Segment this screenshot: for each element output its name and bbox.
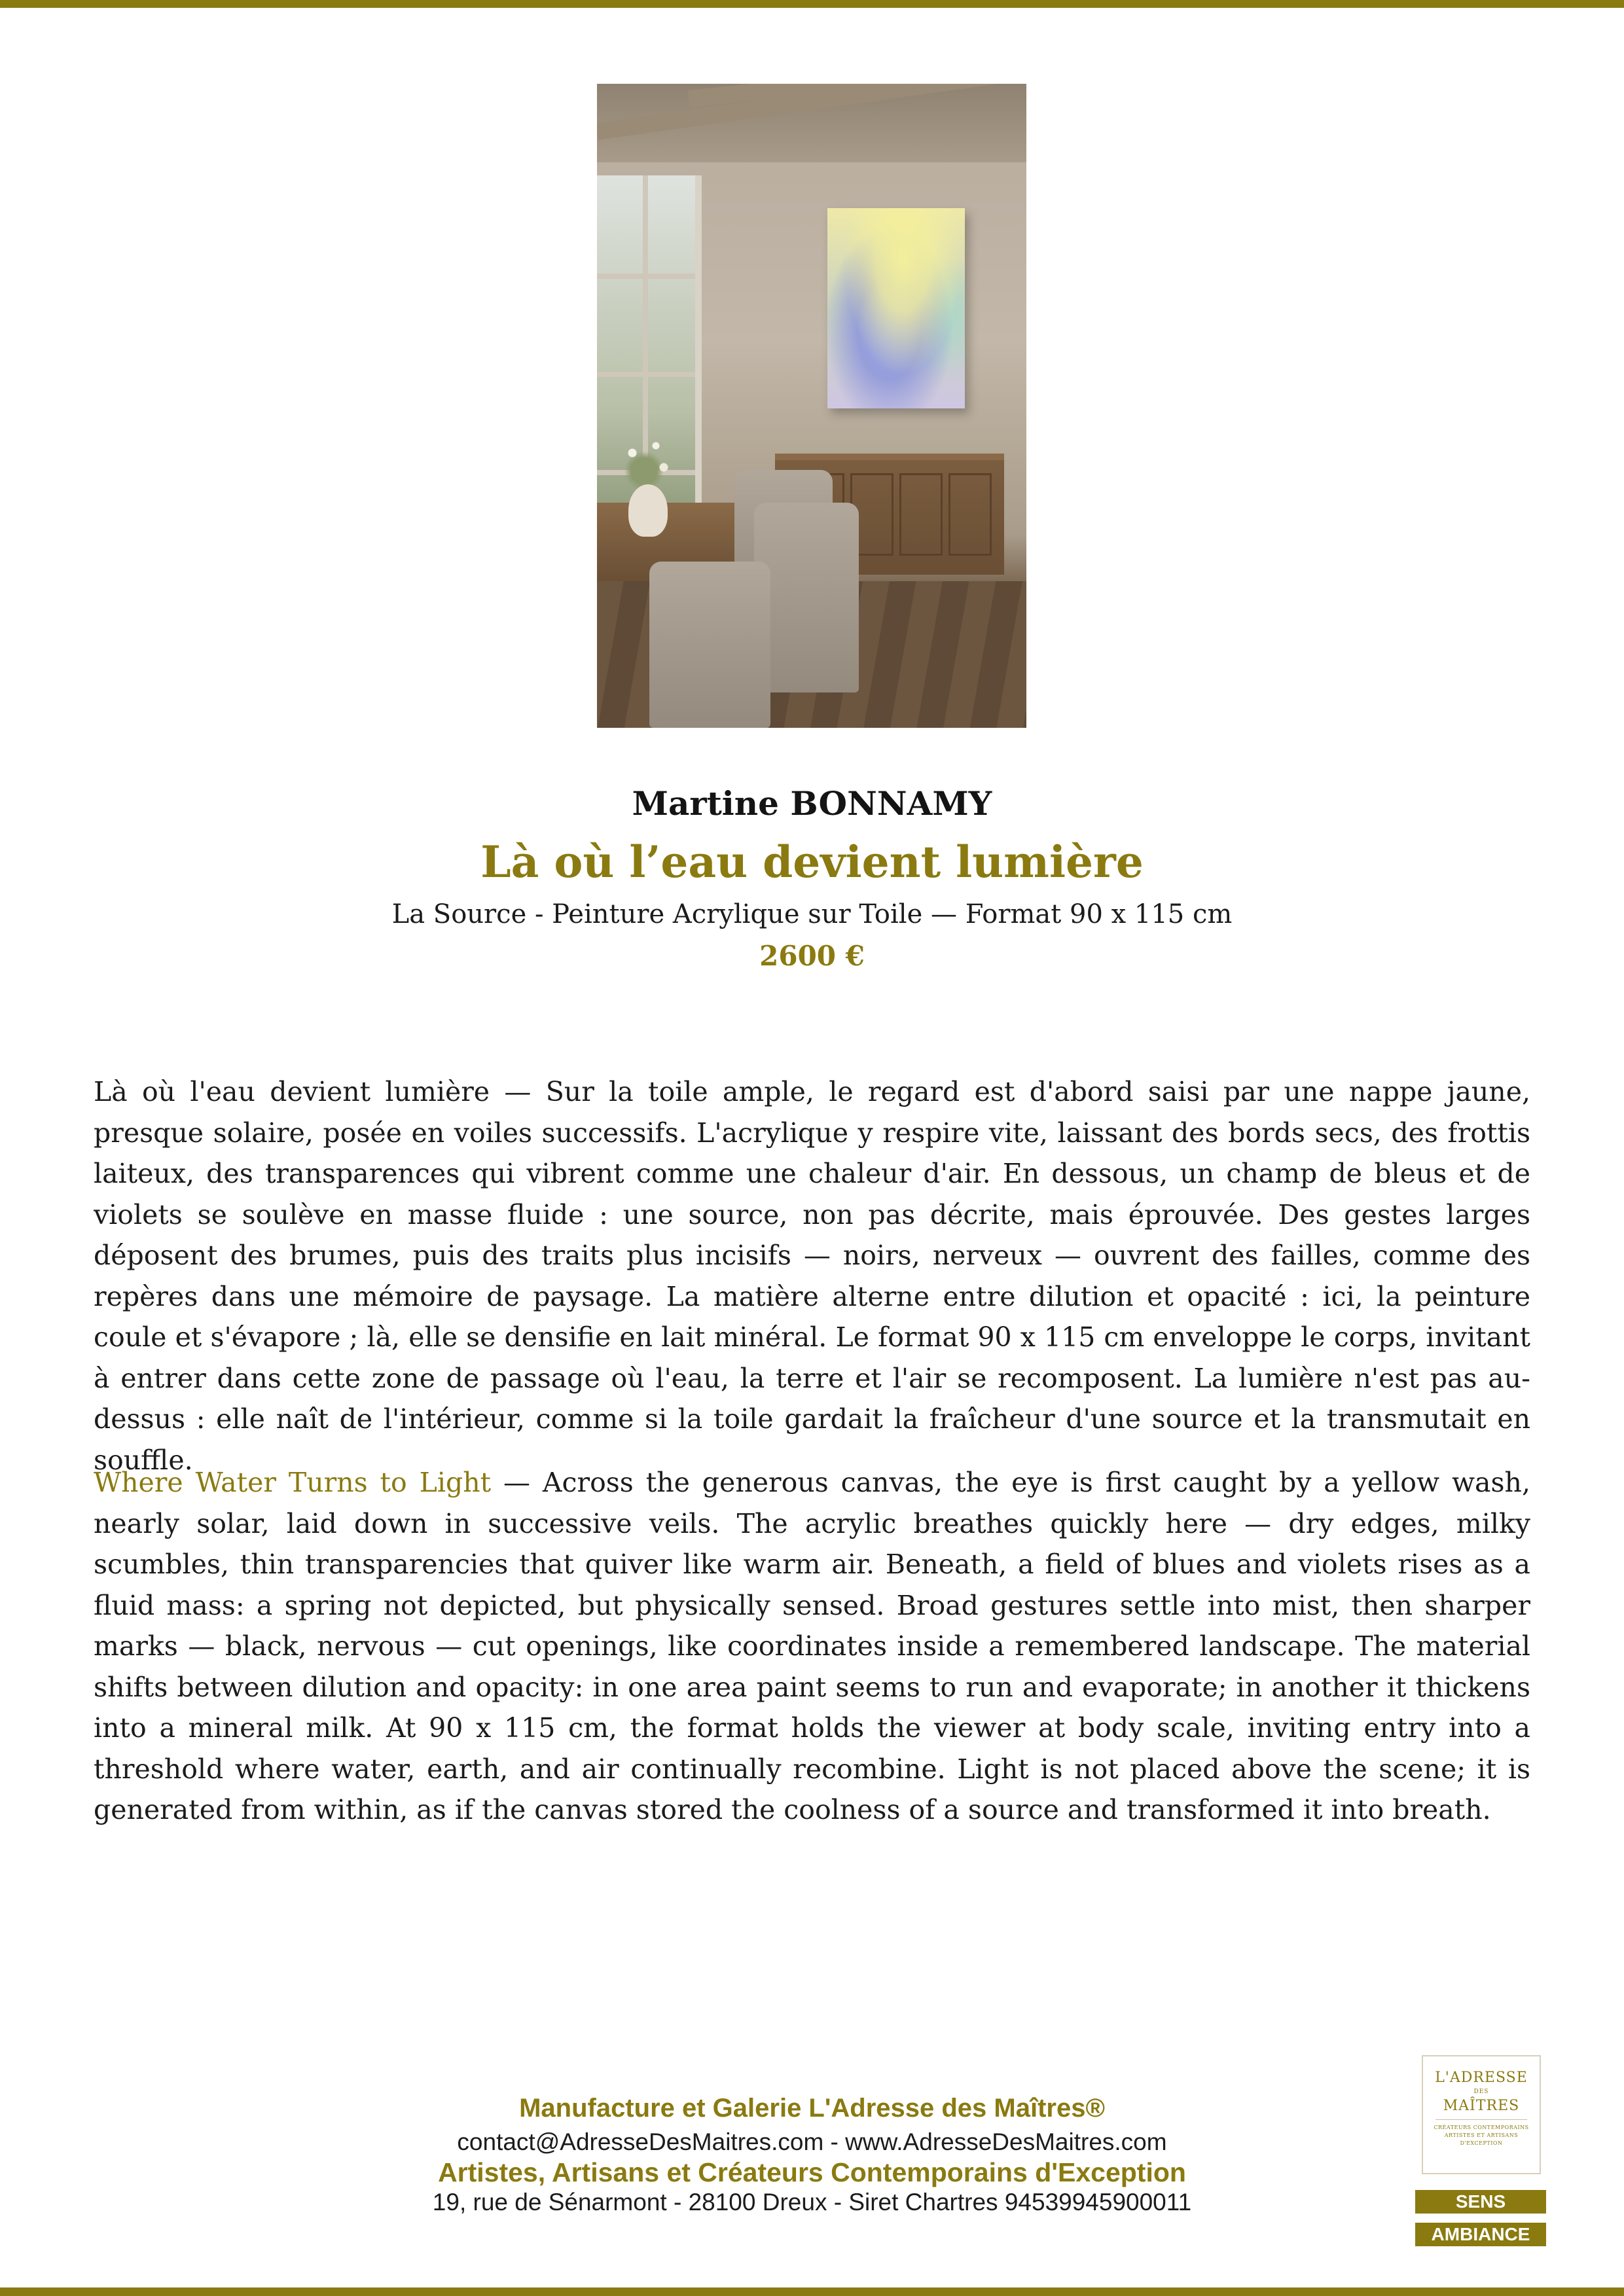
logo-line-4: CRÉATEURS CONTEMPORAINS ARTISTES ET ARTISANS D'EXCEPTION bbox=[1434, 2125, 1529, 2146]
gallery-logo bbox=[1422, 2055, 1541, 2174]
photo-painting bbox=[827, 208, 965, 408]
bottom-rule bbox=[0, 2287, 1624, 2296]
description-en-text: — Across the generous canvas, the eye is first caught by a yellow wash, nearly solar, laid down in successive veils. The acrylic breathes quickly here — dry edges, milky scumbles, thin transparencies that quiver like warm air. Beneath, a field of blues and violets rises as a fluid mass: a spring not depicted, but physically sensed. Broad gestures settle into mist, then sharper marks — black, nervous — cut openings, like coordinates inside a remembered landscape. The material shifts between dilution and opacity: in one area paint seems to run and evaporate; in another it thickens into a mineral milk. At 90 x 115 cm, the format holds the viewer at body scale, inviting entry into a threshold where water, earth, and air continually recombine. Light is not placed above the scene; it is generated from within, as if the canvas stored the coolness of a source and transformed it into breath. bbox=[94, 1467, 1530, 1825]
tag-ambiance: AMBIANCE bbox=[1415, 2223, 1546, 2246]
photo-vase bbox=[628, 484, 668, 537]
footer-contact: contact@AdresseDesMaitres.com - www.AdresseDesMaitres.com bbox=[457, 2128, 1167, 2155]
logo-divider bbox=[1435, 2119, 1527, 2120]
logo-line-1: L'ADRESSE bbox=[1435, 2070, 1528, 2086]
artist-name: Martine BONNAMY bbox=[632, 784, 992, 823]
logo-line-3: MAÎTRES bbox=[1443, 2098, 1520, 2114]
artwork-subtitle: La Source - Peinture Acrylique sur Toile — Format 90 x 115 cm bbox=[391, 899, 1233, 929]
footer-address: 19, rue de Sénarmont - 28100 Dreux - Siret Chartres 94539945900011 bbox=[432, 2189, 1192, 2215]
description-en bbox=[94, 1462, 1530, 1831]
artwork-price: 2600 € bbox=[759, 940, 865, 972]
artwork-photo bbox=[597, 84, 1026, 728]
footer-tagline: Artistes, Artisans et Créateurs Contemporains d'Exception bbox=[438, 2157, 1186, 2187]
photo-chair bbox=[649, 562, 770, 728]
top-rule bbox=[0, 0, 1624, 8]
description-fr: Là où l'eau devient lumière — Sur la toile ample, le regard est d'abord saisi par une nappe jaune, presque solaire, posée en voiles successifs. L'acrylique y respire vite, laissant des bords secs, des frottis laiteux, des transparences qui vibrent comme une chaleur d'air. En dessous, un champ de bleus et de violets se soulève en masse fluide : une source, non pas décrite, mais éprouvée. Des gestes larges déposent des brumes, puis des traits plus incisifs — noirs, nerveux — ouvrent des failles, comme des repères dans une mémoire de paysage. La matière alterne entre dilution et opacité : ici, la peinture coule et s'évapore ; là, elle se densifie en lait minéral. Le format 90 x 115 cm enveloppe le corps, invitant à entrer dans cette zone de passage où l'eau, la terre et l'air se recomposent. La lumière n'est pas au-dessus : elle naît de l'intérieur, comme si la toile gardait la fraîcheur d'une source et la transmutait en souffle. bbox=[94, 1076, 1530, 1476]
footer-gallery-name: Manufacture et Galerie L'Adresse des Maîtres® bbox=[519, 2094, 1105, 2123]
artwork-title: Là où l’eau devient lumière bbox=[480, 836, 1144, 888]
logo-line-2: DES bbox=[1473, 2089, 1489, 2095]
tag-sens: SENS bbox=[1415, 2190, 1546, 2214]
description-en-title: Where Water Turns to Light bbox=[94, 1467, 492, 1498]
